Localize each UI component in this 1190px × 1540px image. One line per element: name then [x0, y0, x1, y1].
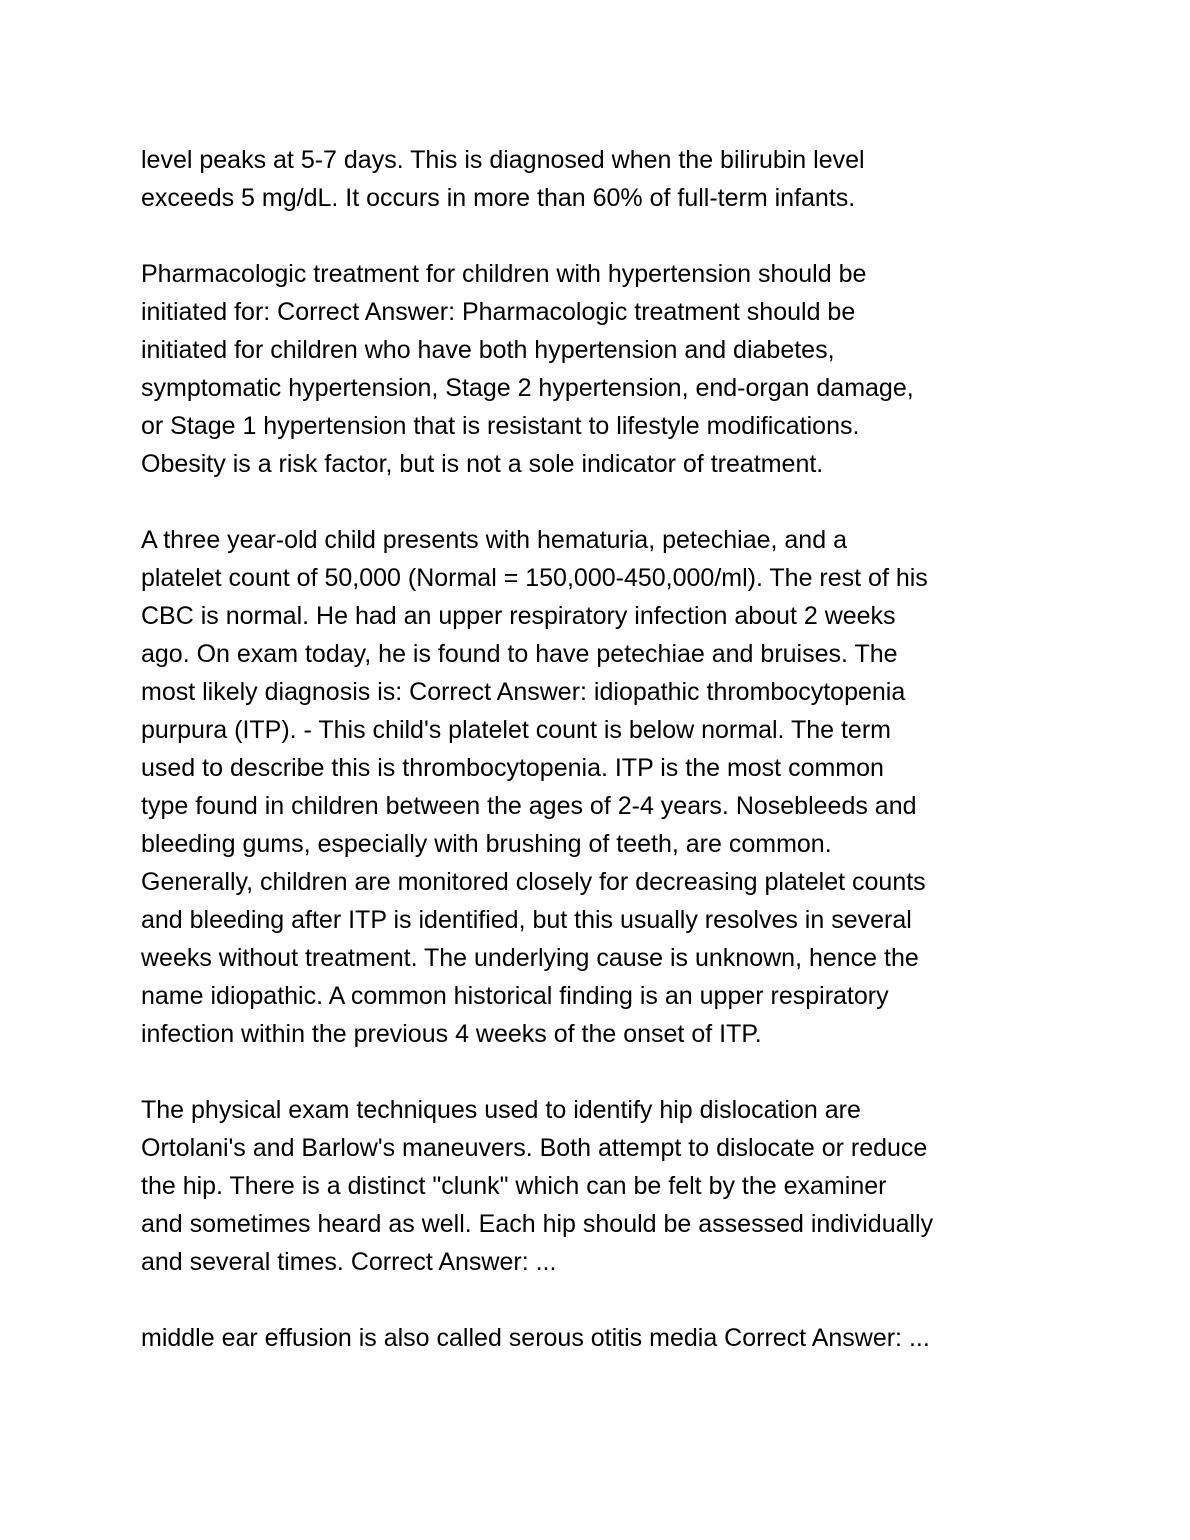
paragraph-itp: A three year-old child presents with hematuria, petechiae, and a platelet count of 50,000 (Normal = 150,000-450,000/ml). The rest of his CBC is normal. He had an upper respiratory infection about 2 weeks ago. On exam today, he is found to have petechiae and bruises. The most likely diagnosis is: Correct Answer: idiopathic thrombocytopenia purpura (ITP). - This child's platelet count is below normal. The term used to describe this is thrombocytopenia. ITP is the most common type found in children between the ages of 2-4 years. Nosebleeds and bleeding gums, especially with brushing of teeth, are common. Generally, children are monitored closely for decreasing platelet counts and bleeding after ITP is identified, but this usually resolves in several weeks without treatment. The underlying cause is unknown, hence the name idiopathic. A common historical finding is an upper respiratory infection within the previous 4 weeks of the onset of ITP.: [141, 526, 928, 1048]
paragraph-hypertension-treatment: Pharmacologic treatment for children with hypertension should be initiated for: Correct Answer: Pharmacologic treatment should be initiated for children who have both hypertension and diabetes, symptomatic hypertension, Stage 2 hypertension, end-organ damage, or Stage 1 hypertension that is resistant to lifestyle modifications. Obesity is a risk factor, but is not a sole indicator of treatment.: [141, 260, 914, 478]
paragraph-jaundice: level peaks at 5-7 days. This is diagnosed when the bilirubin level exceeds 5 mg/dL. It occurs in more than 60% of full-term infants.: [141, 146, 865, 212]
paragraph-middle-ear-effusion: middle ear effusion is also called serous otitis media Correct Answer: ...: [141, 1324, 930, 1352]
paragraph-hip-dislocation: The physical exam techniques used to identify hip dislocation are Ortolani's and Barlow's maneuvers. Both attempt to dislocate or reduce the hip. There is a distinct "clunk" which can be felt by the examiner and sometimes heard as well. Each hip should be assessed individually and several times. Correct Answer: ...: [141, 1096, 934, 1276]
document-body: [141, 141, 1061, 1395]
